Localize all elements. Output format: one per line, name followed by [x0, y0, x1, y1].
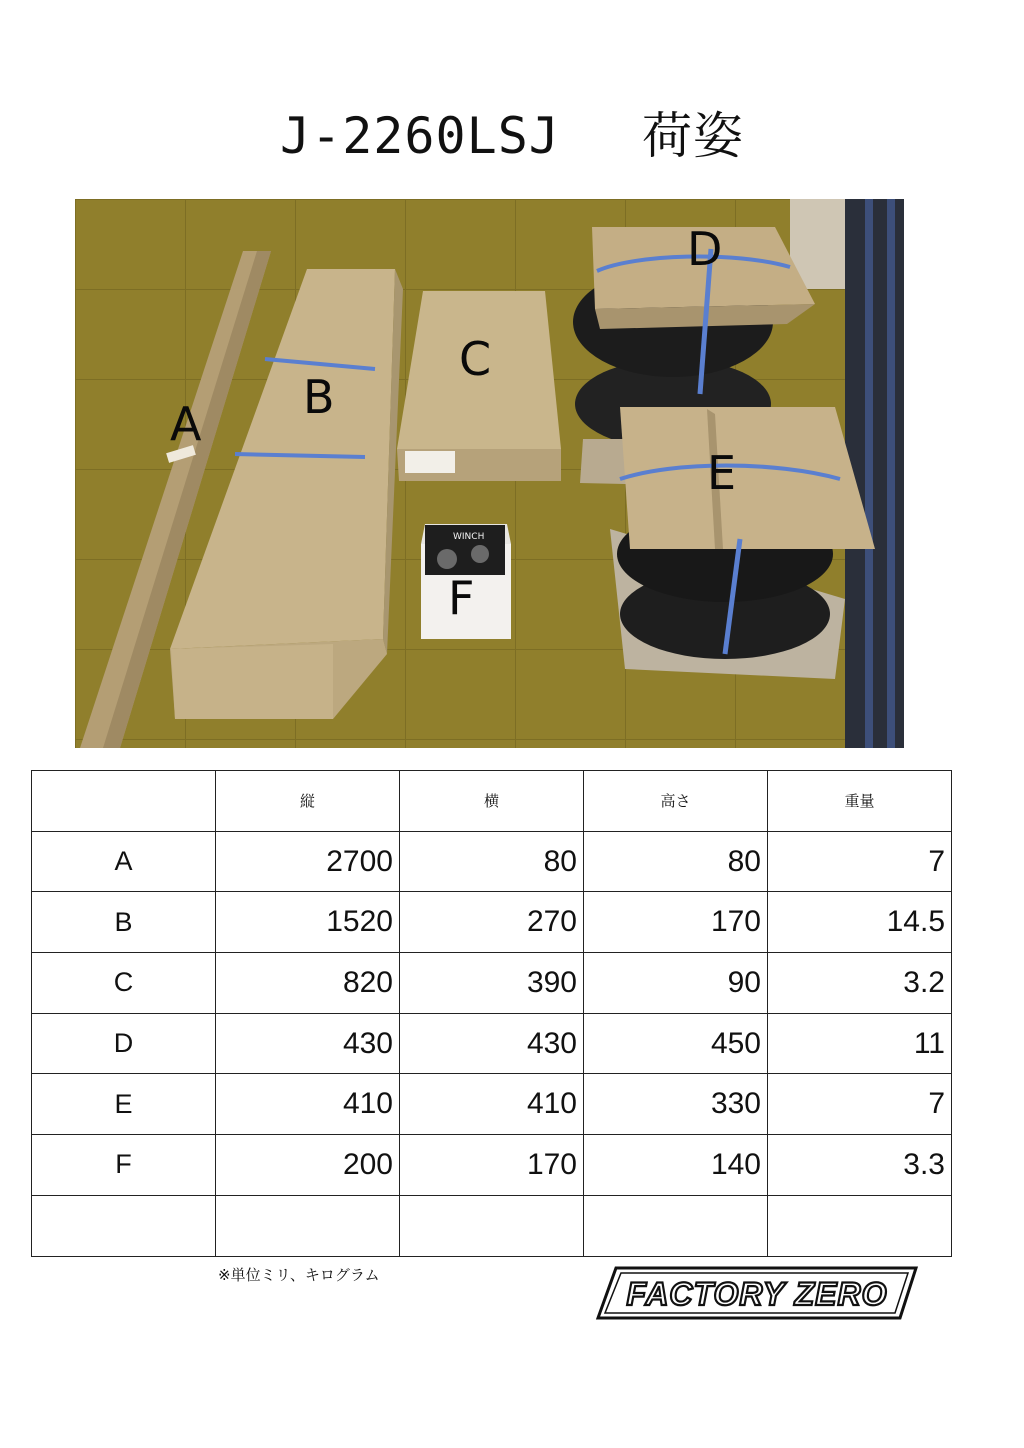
- row-label-cell: A: [32, 831, 216, 892]
- table-row: [32, 892, 952, 953]
- value-cell: 410: [400, 1074, 584, 1135]
- photo-label-e: E: [707, 446, 737, 500]
- value-cell: 410: [216, 1074, 400, 1135]
- table-header-cell: [32, 771, 216, 832]
- package-photo: [75, 199, 904, 748]
- unit-note: ※単位ミリ、キログラム: [218, 1266, 380, 1284]
- photo-label-f: F: [448, 571, 475, 625]
- value-cell: 7: [768, 1074, 952, 1135]
- value-cell: 3.3: [768, 1135, 952, 1196]
- factory-zero-logo: [594, 1265, 920, 1321]
- row-label-cell: [32, 1195, 216, 1256]
- table-header-cell: 高さ: [584, 771, 768, 832]
- photo-label-b: B: [303, 370, 335, 424]
- value-cell: 80: [400, 831, 584, 892]
- table-row: [32, 953, 952, 1014]
- value-cell: 14.5: [768, 892, 952, 953]
- table-header-cell: 重量: [768, 771, 952, 832]
- value-cell: 270: [400, 892, 584, 953]
- row-label-cell: B: [32, 892, 216, 953]
- value-cell: 11: [768, 1013, 952, 1074]
- value-cell: 170: [584, 892, 768, 953]
- value-cell: 1520: [216, 892, 400, 953]
- value-cell: 3.2: [768, 953, 952, 1014]
- row-label-cell: E: [32, 1074, 216, 1135]
- value-cell: [216, 1195, 400, 1256]
- row-label-cell: F: [32, 1135, 216, 1196]
- package-spec-table: [31, 770, 952, 1257]
- value-cell: 450: [584, 1013, 768, 1074]
- table-header-row: [32, 771, 952, 832]
- box-c: [397, 291, 561, 481]
- value-cell: 2700: [216, 831, 400, 892]
- value-cell: 7: [768, 831, 952, 892]
- table-row: [32, 831, 952, 892]
- value-cell: [584, 1195, 768, 1256]
- table-row: [32, 1195, 952, 1256]
- value-cell: 140: [584, 1135, 768, 1196]
- value-cell: 430: [400, 1013, 584, 1074]
- table-row: [32, 1135, 952, 1196]
- table-header-cell: 横: [400, 771, 584, 832]
- table-header-cell: 縦: [216, 771, 400, 832]
- value-cell: [400, 1195, 584, 1256]
- row-label-cell: D: [32, 1013, 216, 1074]
- row-label-cell: C: [32, 953, 216, 1014]
- value-cell: 330: [584, 1074, 768, 1135]
- value-cell: 390: [400, 953, 584, 1014]
- page-title: J-2260LSJ 荷姿: [279, 107, 745, 165]
- winch-box-text: WINCH: [453, 532, 485, 542]
- value-cell: 80: [584, 831, 768, 892]
- value-cell: 90: [584, 953, 768, 1014]
- value-cell: [768, 1195, 952, 1256]
- value-cell: 170: [400, 1135, 584, 1196]
- photo-label-d: D: [687, 222, 723, 276]
- logo-text: FACTORY ZERO: [626, 1276, 888, 1312]
- table-row: [32, 1013, 952, 1074]
- photo-label-a: A: [170, 397, 202, 451]
- value-cell: 430: [216, 1013, 400, 1074]
- value-cell: 820: [216, 953, 400, 1014]
- table-row: [32, 1074, 952, 1135]
- photo-label-c: C: [459, 332, 492, 386]
- value-cell: 200: [216, 1135, 400, 1196]
- tires-e: [610, 407, 875, 679]
